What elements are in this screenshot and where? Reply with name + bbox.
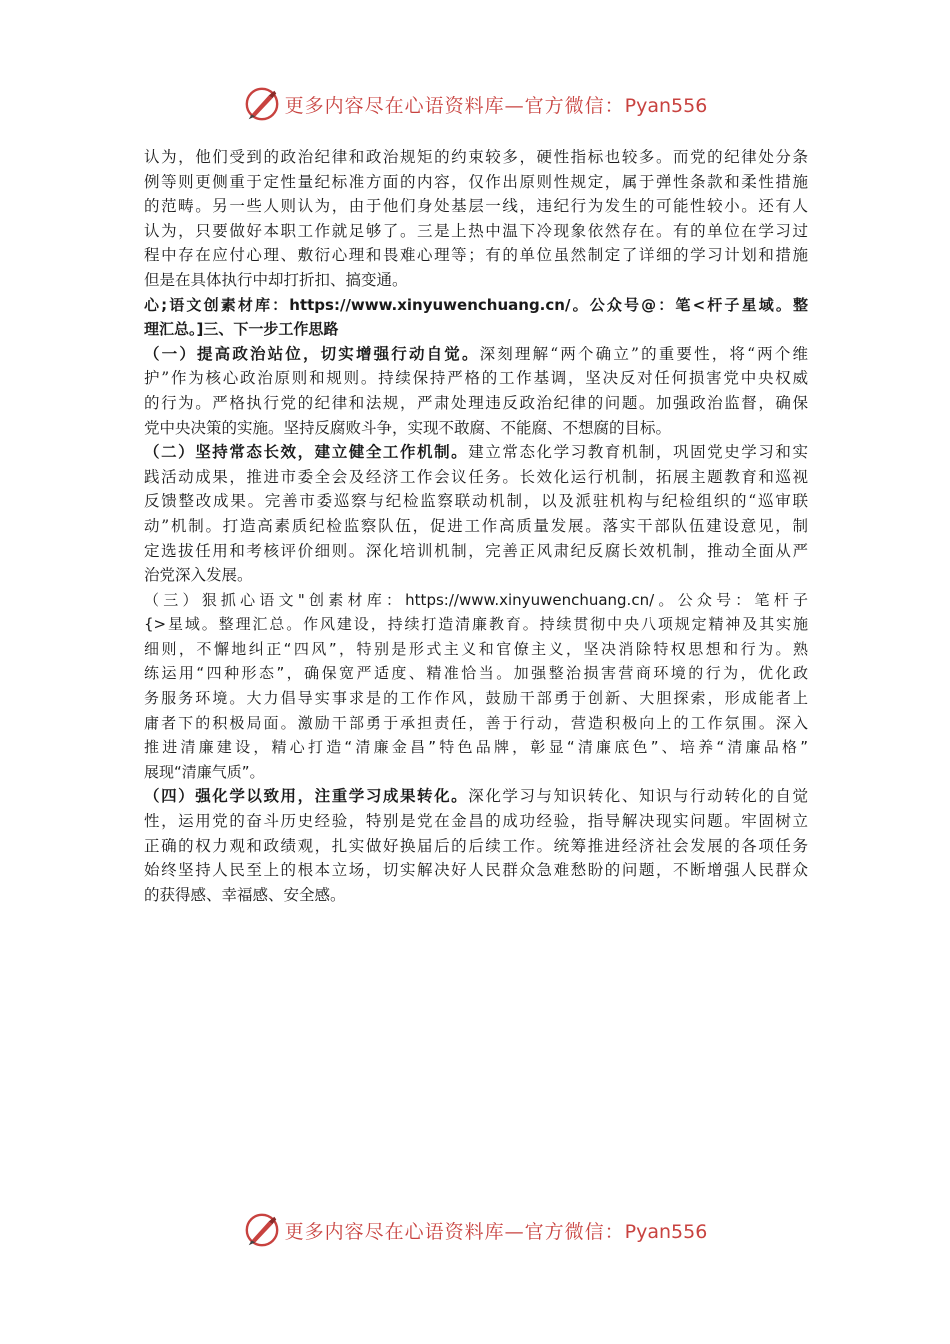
body-line: 动”机制。打造高素质纪检监察队伍，促进工作高质量发展。落实干部队伍建设意见，制 <box>144 516 808 535</box>
body-line: 践活动成果，推进市委全会及经济工作会议任务。长效化运行机制，拓展主题教育和巡视 <box>144 467 808 486</box>
body-line: 认为，只要做好本职工作就足够了。三是上热中温下冷现象依然存在。有的单位在学习过 <box>144 221 808 240</box>
section-2-heading: （二）坚持常态长效，建立健全工作机制。 <box>144 442 469 462</box>
header-banner <box>0 82 950 126</box>
body-line: 正确的权力观和政绩观，扎实做好换届后的后续工作。统筹推进经济社会发展的各项任务 <box>144 836 808 855</box>
body-line: 定选拔任用和考核评价细则。深化培训机制，完善正风肃纪反腐长效机制，推动全面从严 <box>144 541 808 560</box>
header-banner-text: 更多内容尽在心语资料库—官方微信：Pyan556 <box>284 94 708 117</box>
footer-wechat-id: Pyan556 <box>624 1220 708 1243</box>
section-2-first-line: （二）坚持常态长效，建立健全工作机制。建立常态化学习教育机制，巩固党史学习和实 <box>144 442 808 462</box>
section-1-first-line: （一）提高政治站位，切实增强行动自觉。深刻理解“两个确立”的重要性，将“两个维 <box>144 343 808 363</box>
section-title: 理汇总。]三、下一步工作思路 <box>144 320 339 339</box>
brand-logo-icon <box>243 85 281 123</box>
body-line: 但是在具体执行中却打折扣、搞变通。 <box>144 270 408 289</box>
watermark-line: 心;语文创素材库：https://www.xinyuwenchuang.cn/。公众号@：笔<杆子星域。整 <box>144 295 808 314</box>
body-line: 的行为。严格执行党的纪律和法规，严肃处理违反政治纪律的问题。加强政治监督，确保 <box>144 393 808 412</box>
section-3-line: 推进清廉建设，精心打造“清廉金昌”特色品牌，彰显“清廉底色”、培养“清廉品格” <box>144 738 808 757</box>
section-1-heading: （一）提高政治站位，切实增强行动自觉。 <box>144 343 480 363</box>
section-3-line: 庸者下的积极局面。激励干部勇于承担责任，善于行动，营造积极向上的工作氛围。深入 <box>144 713 808 732</box>
body-line: 党中央决策的实施。坚持反腐败斗争，实现不敢腐、不能腐、不想腐的目标。 <box>144 418 672 437</box>
section-3-line: （三）狠抓心语文"创素材库：https://www.xinyuwenchuang.cn/。公众号：笔杆子 <box>144 590 808 609</box>
body-line: 程中存在应付心理、敷衍心理和畏难心理等；有的单位虽然制定了详细的学习计划和措施 <box>144 246 808 265</box>
body-line: 反馈整改成果。完善市委巡察与纪检监察联动机制，以及派驻机构与纪检组织的“巡审联 <box>144 492 808 511</box>
section-4-heading: （四）强化学以致用，注重学习成果转化。 <box>144 786 469 806</box>
section-4-first-line: （四）强化学以致用，注重学习成果转化。深化学习与知识转化、知识与行动转化的自觉 <box>144 786 808 806</box>
body-line: 治党深入发展。 <box>144 566 253 585</box>
body-line: 性，运用党的奋斗历史经验，特别是党在金昌的成功经验，指导解决现实问题。牢固树立 <box>144 812 808 831</box>
body-line: 的获得感、幸福感、安全感。 <box>144 885 346 904</box>
brand-logo-icon <box>243 1211 281 1249</box>
section-3-line: 务服务环境。大力倡导实事求是的工作作风，鼓励干部勇于创新、大胆探索，形成能者上 <box>144 689 808 708</box>
section-3-line: 展现“清廉气质”。 <box>144 762 265 781</box>
footer-banner <box>0 1208 950 1252</box>
body-line: 认为，他们受到的政治纪律和政治规矩的约束较多，硬性指标也较多。而党的纪律处分条 <box>144 148 808 166</box>
section-3-line: {>星域。整理汇总。作风建设，持续打造清廉教育。持续贯彻中央八项规定精神及其实施 <box>144 615 808 634</box>
body-line: 的范畴。另一些人则认为，由于他们身处基层一线，违纪行为发生的可能性较小。还有人 <box>144 197 808 216</box>
body-line: 例等则更侧重于定性量纪标准方面的内容，仅作出原则性规定，属于弹性条款和柔性措施 <box>144 172 808 191</box>
section-3-line: 练运用“四种形态”，确保宽严适度、精准恰当。加强整治损害营商环境的行为，优化政 <box>144 664 808 683</box>
body-line: 始终坚持人民至上的根本立场，切实解决好人民群众急难愁盼的问题，不断增强人民群众 <box>144 861 808 880</box>
section-3-line: 细则，不懈地纠正“四风”，特别是形式主义和官僚主义，坚决消除特权思想和行为。熟 <box>144 639 808 658</box>
body-line: 护”作为核心政治原则和规则。持续保持严格的工作基调，坚决反对任何损害党中央权威 <box>144 369 808 388</box>
document-body <box>144 145 808 907</box>
footer-banner-text: 更多内容尽在心语资料库—官方微信：Pyan556 <box>284 1220 708 1243</box>
header-wechat-id: Pyan556 <box>624 94 708 117</box>
